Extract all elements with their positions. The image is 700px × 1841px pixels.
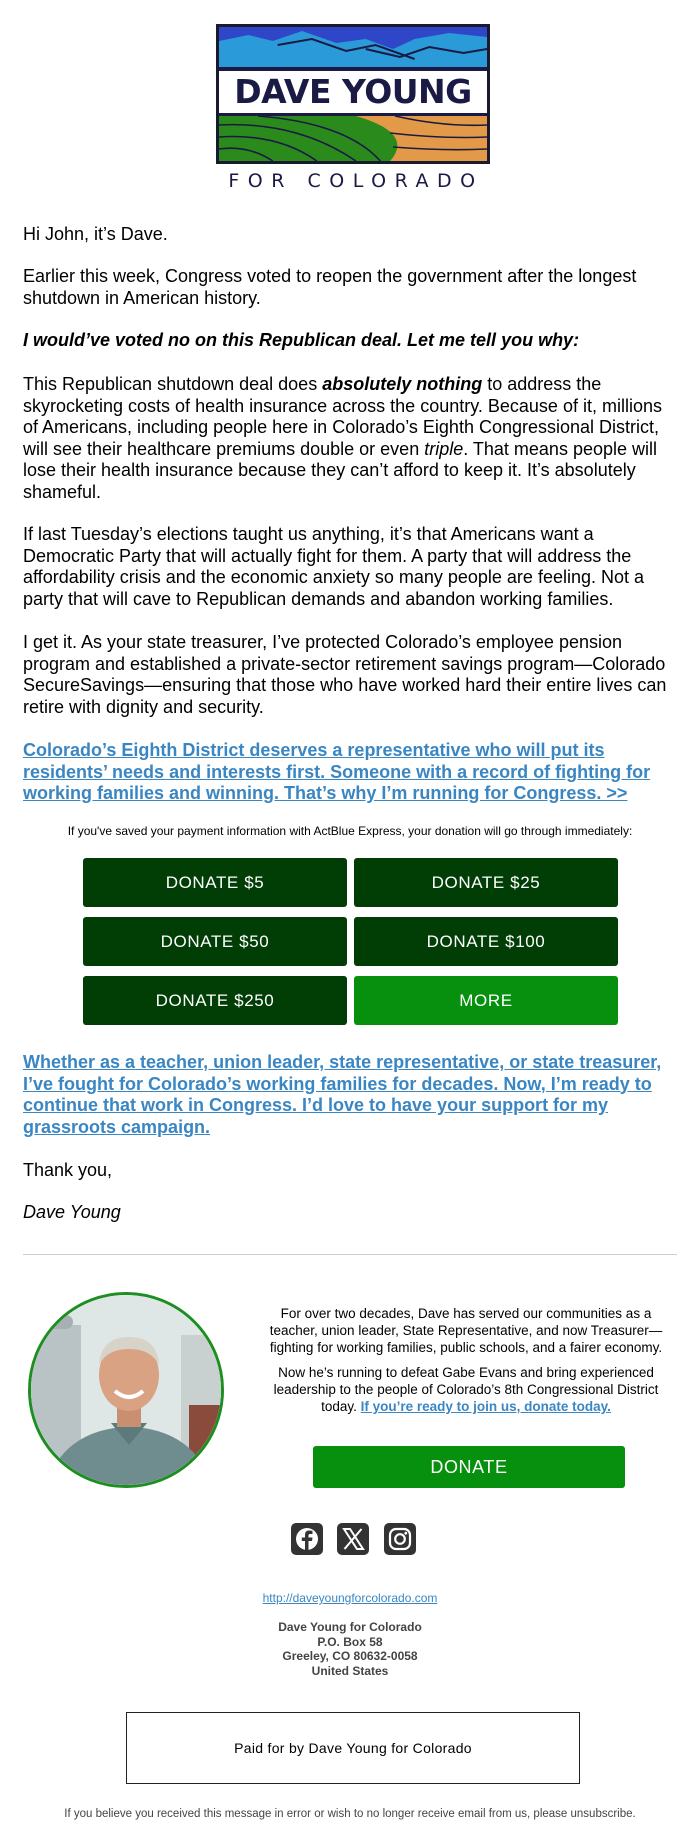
address-line-4: United States: [311, 1663, 389, 1678]
support-link[interactable]: Whether as a teacher, union leader, state representative, or state treasurer, I’ve fought for Colorado’s working families for decades. Now, I’m ready to continue that work in Congress. I’d love to have your support for my grassroots campaign.: [23, 1052, 662, 1137]
mountains-graphic: [219, 27, 487, 71]
address-line-3: Greeley, CO 80632-0058: [282, 1649, 418, 1663]
divider: [23, 1254, 677, 1255]
paragraph-1: Earlier this week, Congress voted to reopen the government after the longest shutdown in American history.: [23, 266, 637, 308]
logo-box: [216, 24, 490, 164]
address-line-1: Dave Young for Colorado: [278, 1620, 422, 1634]
paragraph-5: I get it. As your state treasurer, I’ve protected Colorado’s employee pension program and established a private-sector retirement savings program—Colorado SecureSavings—ensuring that those who have worked hard their entire lives can retire with dignity and security.: [23, 632, 667, 717]
donate-100-button[interactable]: DONATE $100: [354, 917, 618, 966]
campaign-logo: [216, 24, 490, 194]
bio-paragraph-2: [256, 1364, 676, 1415]
para3-text-a: This Republican shutdown deal does: [23, 374, 323, 394]
donate-50-button[interactable]: DONATE $50: [83, 917, 347, 966]
facebook-icon[interactable]: [291, 1523, 323, 1555]
address-line-2: P.O. Box 58: [317, 1634, 383, 1649]
candidate-photo-illustration: [31, 1295, 221, 1485]
paragraph-3: [23, 374, 677, 503]
signature: Dave Young: [23, 1202, 121, 1222]
actblue-note: If you've saved your payment information with ActBlue Express, your donation will go through immediately:: [67, 824, 633, 838]
donate-5-button[interactable]: DONATE $5: [83, 858, 347, 907]
para3-italic: triple: [424, 438, 464, 459]
website-link[interactable]: http://daveyoungforcolorado.com: [262, 1591, 438, 1605]
donate-25-button[interactable]: DONATE $25: [354, 858, 618, 907]
footer-donate-button[interactable]: DONATE: [313, 1446, 625, 1488]
para3-text-c: to address the skyrocketing costs of health insurance across the country. Because of it, millions of Americans, including people here in Colorado’s Eighth Congressional District, will see their healthcare premiums double or even: [23, 374, 662, 459]
para3-text-e: . That means people will lose their health insurance because they can’t afford to keep it. It’s absolutely shameful.: [23, 438, 657, 502]
paragraph-4: If last Tuesday’s elections taught us anything, it’s that Americans want a Democratic Party that will actually fight for them. A party that will address the affordability crisis and the economic anxiety so many people are feeling. Not a party that will cave to Republican demands and abandon working families.: [23, 524, 645, 609]
bio-text: Now he’s running to defeat Gabe Evans and bring experienced leadership to the people of Colorado’s 8th Congressional District today.: [273, 1365, 659, 1414]
closing: Thank you,: [23, 1160, 113, 1180]
congress-link[interactable]: Colorado’s Eighth District deserves a representative who will put its residents’ needs and interests first. Someone with a record of fighting for working families and winning. That’s why I’m running for Congress. >>: [23, 740, 651, 803]
paragraph-2: I would’ve voted no on this Republican deal. Let me tell you why:: [23, 330, 580, 350]
x-icon[interactable]: [337, 1523, 369, 1555]
paid-for-disclaimer: Paid for by Dave Young for Colorado: [126, 1712, 580, 1784]
logo-name: DAVE YOUNG: [219, 71, 487, 113]
candidate-photo: [28, 1292, 224, 1488]
unsubscribe-notice[interactable]: If you believe you received this message in error or wish to no longer receive email from us, please unsubscribe.: [64, 1808, 636, 1820]
logo-tagline: FOR COLORADO: [228, 170, 484, 192]
donate-more-button[interactable]: MORE: [354, 976, 618, 1025]
greeting: Hi John, it’s Dave.: [23, 224, 168, 244]
donate-today-link[interactable]: If you’re ready to join us, donate today.: [360, 1399, 611, 1414]
fields-graphic: [219, 113, 487, 161]
instagram-icon[interactable]: [384, 1523, 416, 1555]
para3-emphasis: absolutely nothing: [322, 374, 483, 394]
donate-250-button[interactable]: DONATE $250: [83, 976, 347, 1025]
bio-paragraph-1: For over two decades, Dave has served our communities as a teacher, union leader, State Representative, and now Treasurer—fighting for working families, public schools, and a fairer economy.: [269, 1306, 663, 1355]
